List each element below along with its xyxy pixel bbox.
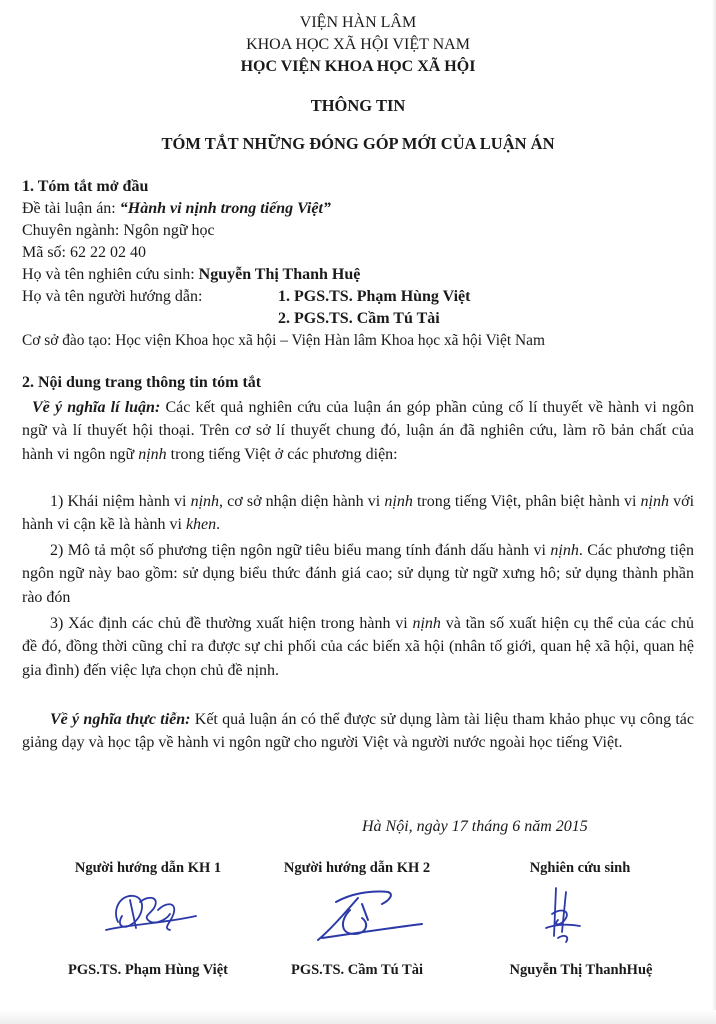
item1-em-3: nịnh bbox=[640, 493, 669, 510]
item3-text-b: và tần số xuất hiện cụ thể của các chủ đề đó, đồng thời cũng chỉ ra được sự chi phối của các biến xã hội (nhân tố giới, quan hệ xã hội, quan hệ gia đình) đến việc lựa chọn chủ đề nịnh. bbox=[22, 615, 695, 679]
item1-text-d: với hành vi cận kề là hành vi bbox=[22, 493, 695, 534]
page-title: THÔNG TIN bbox=[310, 96, 406, 115]
signer-role-1: Người hướng dẫn KH 1 bbox=[74, 860, 222, 876]
item1-text-c: trong tiếng Việt, phân biệt hành vi bbox=[412, 493, 641, 510]
practice-label: Về ý nghĩa thực tiễn: bbox=[50, 711, 191, 728]
advisor-2: 2. PGS.TS. Cầm Tú Tài bbox=[278, 310, 440, 327]
item1-em-2: nịnh bbox=[384, 493, 413, 510]
item1-text-a: 1) Khái niệm hành vi bbox=[50, 493, 191, 510]
signature-advisor-1 bbox=[100, 880, 210, 940]
student-name: Nguyễn Thị Thanh Huệ bbox=[198, 266, 361, 283]
item3-em: nịnh bbox=[412, 615, 441, 632]
page-edge-shadow bbox=[712, 0, 716, 1024]
theory-label: Về ý nghĩa lí luận: bbox=[32, 399, 161, 416]
section2-heading: 2. Nội dung trang thông tin tóm tắt bbox=[22, 374, 262, 391]
thesis-line bbox=[22, 200, 331, 218]
signer-role-3: Nghiên cứu sinh bbox=[529, 860, 631, 876]
practice-text: Kết quả luận án có thể được sử dụng làm tài liệu tham khảo phục vụ công tác giảng dạy và học tập về hành vi ngôn ngữ cho người Việt và người nước ngoài học tiếng Việt. bbox=[22, 711, 694, 752]
item-1 bbox=[22, 490, 694, 537]
header-line-2: KHOA HỌC XÃ HỘI VIỆT NAM bbox=[246, 36, 470, 53]
thesis-title: “Hành vi nịnh trong tiếng Việt” bbox=[119, 200, 331, 217]
signer-name-2: PGS.TS. Cầm Tú Tài bbox=[290, 962, 424, 978]
signer-name-3: Nguyễn Thị ThanhHuệ bbox=[509, 962, 653, 978]
major-line: Chuyên ngành: Ngôn ngữ học bbox=[22, 222, 215, 239]
signer-role-2: Người hướng dẫn KH 2 bbox=[283, 860, 431, 876]
header-line-1: VIỆN HÀN LÂM bbox=[299, 14, 417, 31]
page-bottom-shadow bbox=[0, 1010, 716, 1024]
code-line: Mã số: 62 22 02 40 bbox=[22, 244, 146, 261]
item2-text-b: . Các phương tiện ngôn ngữ này bao gồm: sử dụng biểu thức đánh giá cao; sử dụng từ ngữ xưng hô; sử dụng thành phần rào đón bbox=[22, 542, 694, 606]
practice-paragraph bbox=[22, 708, 694, 755]
advisor-1: 1. PGS.TS. Phạm Hùng Việt bbox=[278, 288, 471, 305]
item3-text-a: 3) Xác định các chủ đề thường xuất hiện trong hành vi bbox=[50, 615, 413, 632]
page-subtitle: TÓM TẮT NHỮNG ĐÓNG GÓP MỚI CỦA LUẬN ÁN bbox=[161, 134, 555, 153]
signature-student bbox=[540, 880, 590, 950]
student-label: Họ và tên nghiên cứu sinh: bbox=[22, 266, 199, 283]
item1-em-1: nịnh bbox=[190, 493, 220, 510]
item1-em-4: khen bbox=[185, 516, 217, 534]
item1-text-e: . bbox=[216, 516, 221, 534]
section1-heading: 1. Tóm tắt mở đầu bbox=[22, 178, 149, 195]
item1-text-b: , cơ sở nhận diện hành vi bbox=[219, 493, 385, 510]
theory-tail: trong tiếng Việt ở các phương diện: bbox=[166, 445, 398, 463]
item2-em: nịnh bbox=[550, 542, 579, 559]
item-2 bbox=[22, 539, 694, 609]
item-3 bbox=[22, 612, 694, 682]
signer-name-1: PGS.TS. Phạm Hùng Việt bbox=[68, 962, 228, 978]
institution-line: Cơ sở đào tạo: Học viện Khoa học xã hội – Viện Hàn lâm Khoa học xã hội Việt Nam bbox=[22, 332, 545, 349]
date-line: Hà Nội, ngày 17 tháng 6 năm 2015 bbox=[362, 818, 588, 835]
advisor-label: Họ và tên người hướng dẫn: bbox=[22, 288, 203, 305]
theory-em: nịnh bbox=[138, 445, 167, 463]
theory-paragraph bbox=[22, 396, 694, 466]
theory-text: Các kết quả nghiên cứu của luận án góp phần củng cố lí thuyết về hành vi ngôn ngữ và lí thuyết hội thoại. Trên cơ sở lí thuyết chung đó, luận án đã nghiên cứu, làm rõ bản chất của hành vi ngôn ngữ bbox=[22, 399, 695, 463]
thesis-label: Đề tài luận án: bbox=[22, 200, 120, 217]
student-line bbox=[22, 266, 360, 284]
item2-text-a: 2) Mô tả một số phương tiện ngôn ngữ tiêu biểu mang tính đánh dấu hành vi bbox=[50, 542, 551, 559]
signature-advisor-2 bbox=[310, 880, 430, 950]
header-line-3: HỌC VIỆN KHOA HỌC XÃ HỘI bbox=[240, 58, 476, 75]
